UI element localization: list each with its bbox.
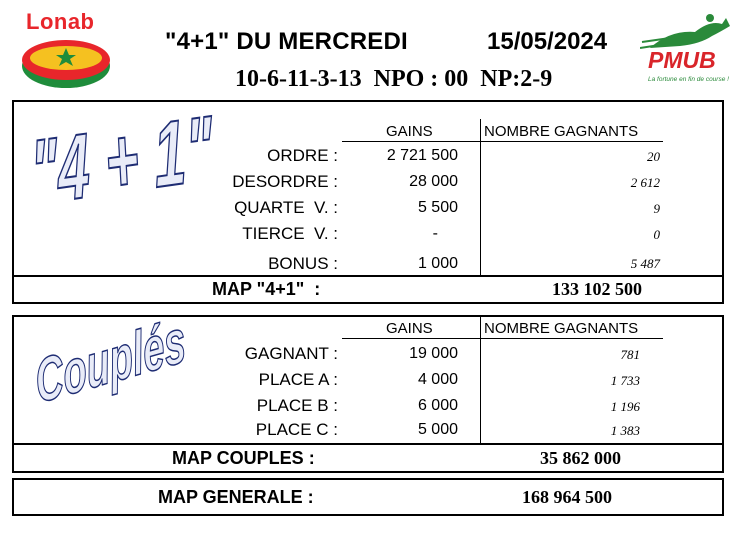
map-generale-value: 168 964 500 (522, 487, 612, 507)
row-label: GAGNANT : (244, 344, 338, 363)
head-underline-41 (342, 141, 663, 142)
pmub-slogan: La fortune en fin de course ! (648, 76, 729, 83)
row-label: PLACE A : (258, 370, 338, 389)
row-gain: 5 500 (417, 199, 458, 216)
row-gain: 28 000 (409, 173, 458, 190)
row-count: 1 733 (610, 373, 640, 388)
row-count: 20 (647, 149, 660, 164)
row-label: ORDRE : (267, 146, 338, 165)
col-head-gagnants-41: NOMBRE GAGNANTS (484, 123, 639, 140)
col-divider-41 (480, 119, 481, 275)
map-couples-value: 35 862 000 (540, 448, 621, 468)
col-head-gains-couples: GAINS (386, 320, 433, 337)
row-gain: 6 000 (417, 397, 458, 414)
row-label: QUARTE V. : (234, 198, 338, 217)
row-count: 1 196 (610, 399, 640, 414)
row-gain: 2 721 500 (386, 147, 458, 164)
row-count: 9 (653, 201, 660, 216)
row-count: 5 487 (630, 256, 660, 271)
col-head-gagnants-couples: NOMBRE GAGNANTS (484, 320, 639, 337)
section-couples-divider (12, 443, 724, 445)
section-couples-big-label: Couplés (32, 306, 189, 417)
section-41-divider (12, 275, 724, 277)
col-divider-couples (480, 317, 481, 443)
row-label: BONUS : (268, 254, 338, 273)
map-41-value: 133 102 500 (552, 279, 642, 299)
race-date: 15/05/2024 (487, 28, 608, 55)
race-results: 10-6-11-3-13 NPO : 00 NP:2-9 (235, 66, 553, 92)
row-count: 1 383 (610, 423, 640, 438)
row-label: PLACE C : (255, 420, 338, 439)
row-label: PLACE B : (256, 396, 338, 415)
row-gain: 1 000 (417, 255, 458, 272)
row-label: TIERCE V. : (242, 224, 338, 243)
page-title: "4+1" DU MERCREDI (165, 28, 408, 55)
map-generale-box (12, 478, 724, 516)
row-count: 781 (620, 347, 640, 362)
row-gain: 4 000 (417, 371, 458, 388)
lonab-wordmark: Lonab (26, 9, 95, 34)
map-41-label: MAP "4+1" : (212, 279, 321, 299)
map-generale-label: MAP GENERALE : (158, 487, 314, 507)
head-underline-couples (342, 338, 663, 339)
section-41-big-label: "4 + 1" (28, 97, 216, 225)
row-gain: 5 000 (417, 421, 458, 438)
row-label: DESORDRE : (232, 172, 338, 191)
row-gain: 19 000 (409, 345, 458, 362)
map-couples-label: MAP COUPLES : (172, 448, 315, 468)
row-gain: - (432, 225, 438, 242)
row-count: 2 612 (630, 175, 660, 190)
row-count: 0 (653, 227, 660, 242)
col-head-gains-41: GAINS (386, 123, 433, 140)
pmub-wordmark: PMUB (648, 47, 716, 73)
